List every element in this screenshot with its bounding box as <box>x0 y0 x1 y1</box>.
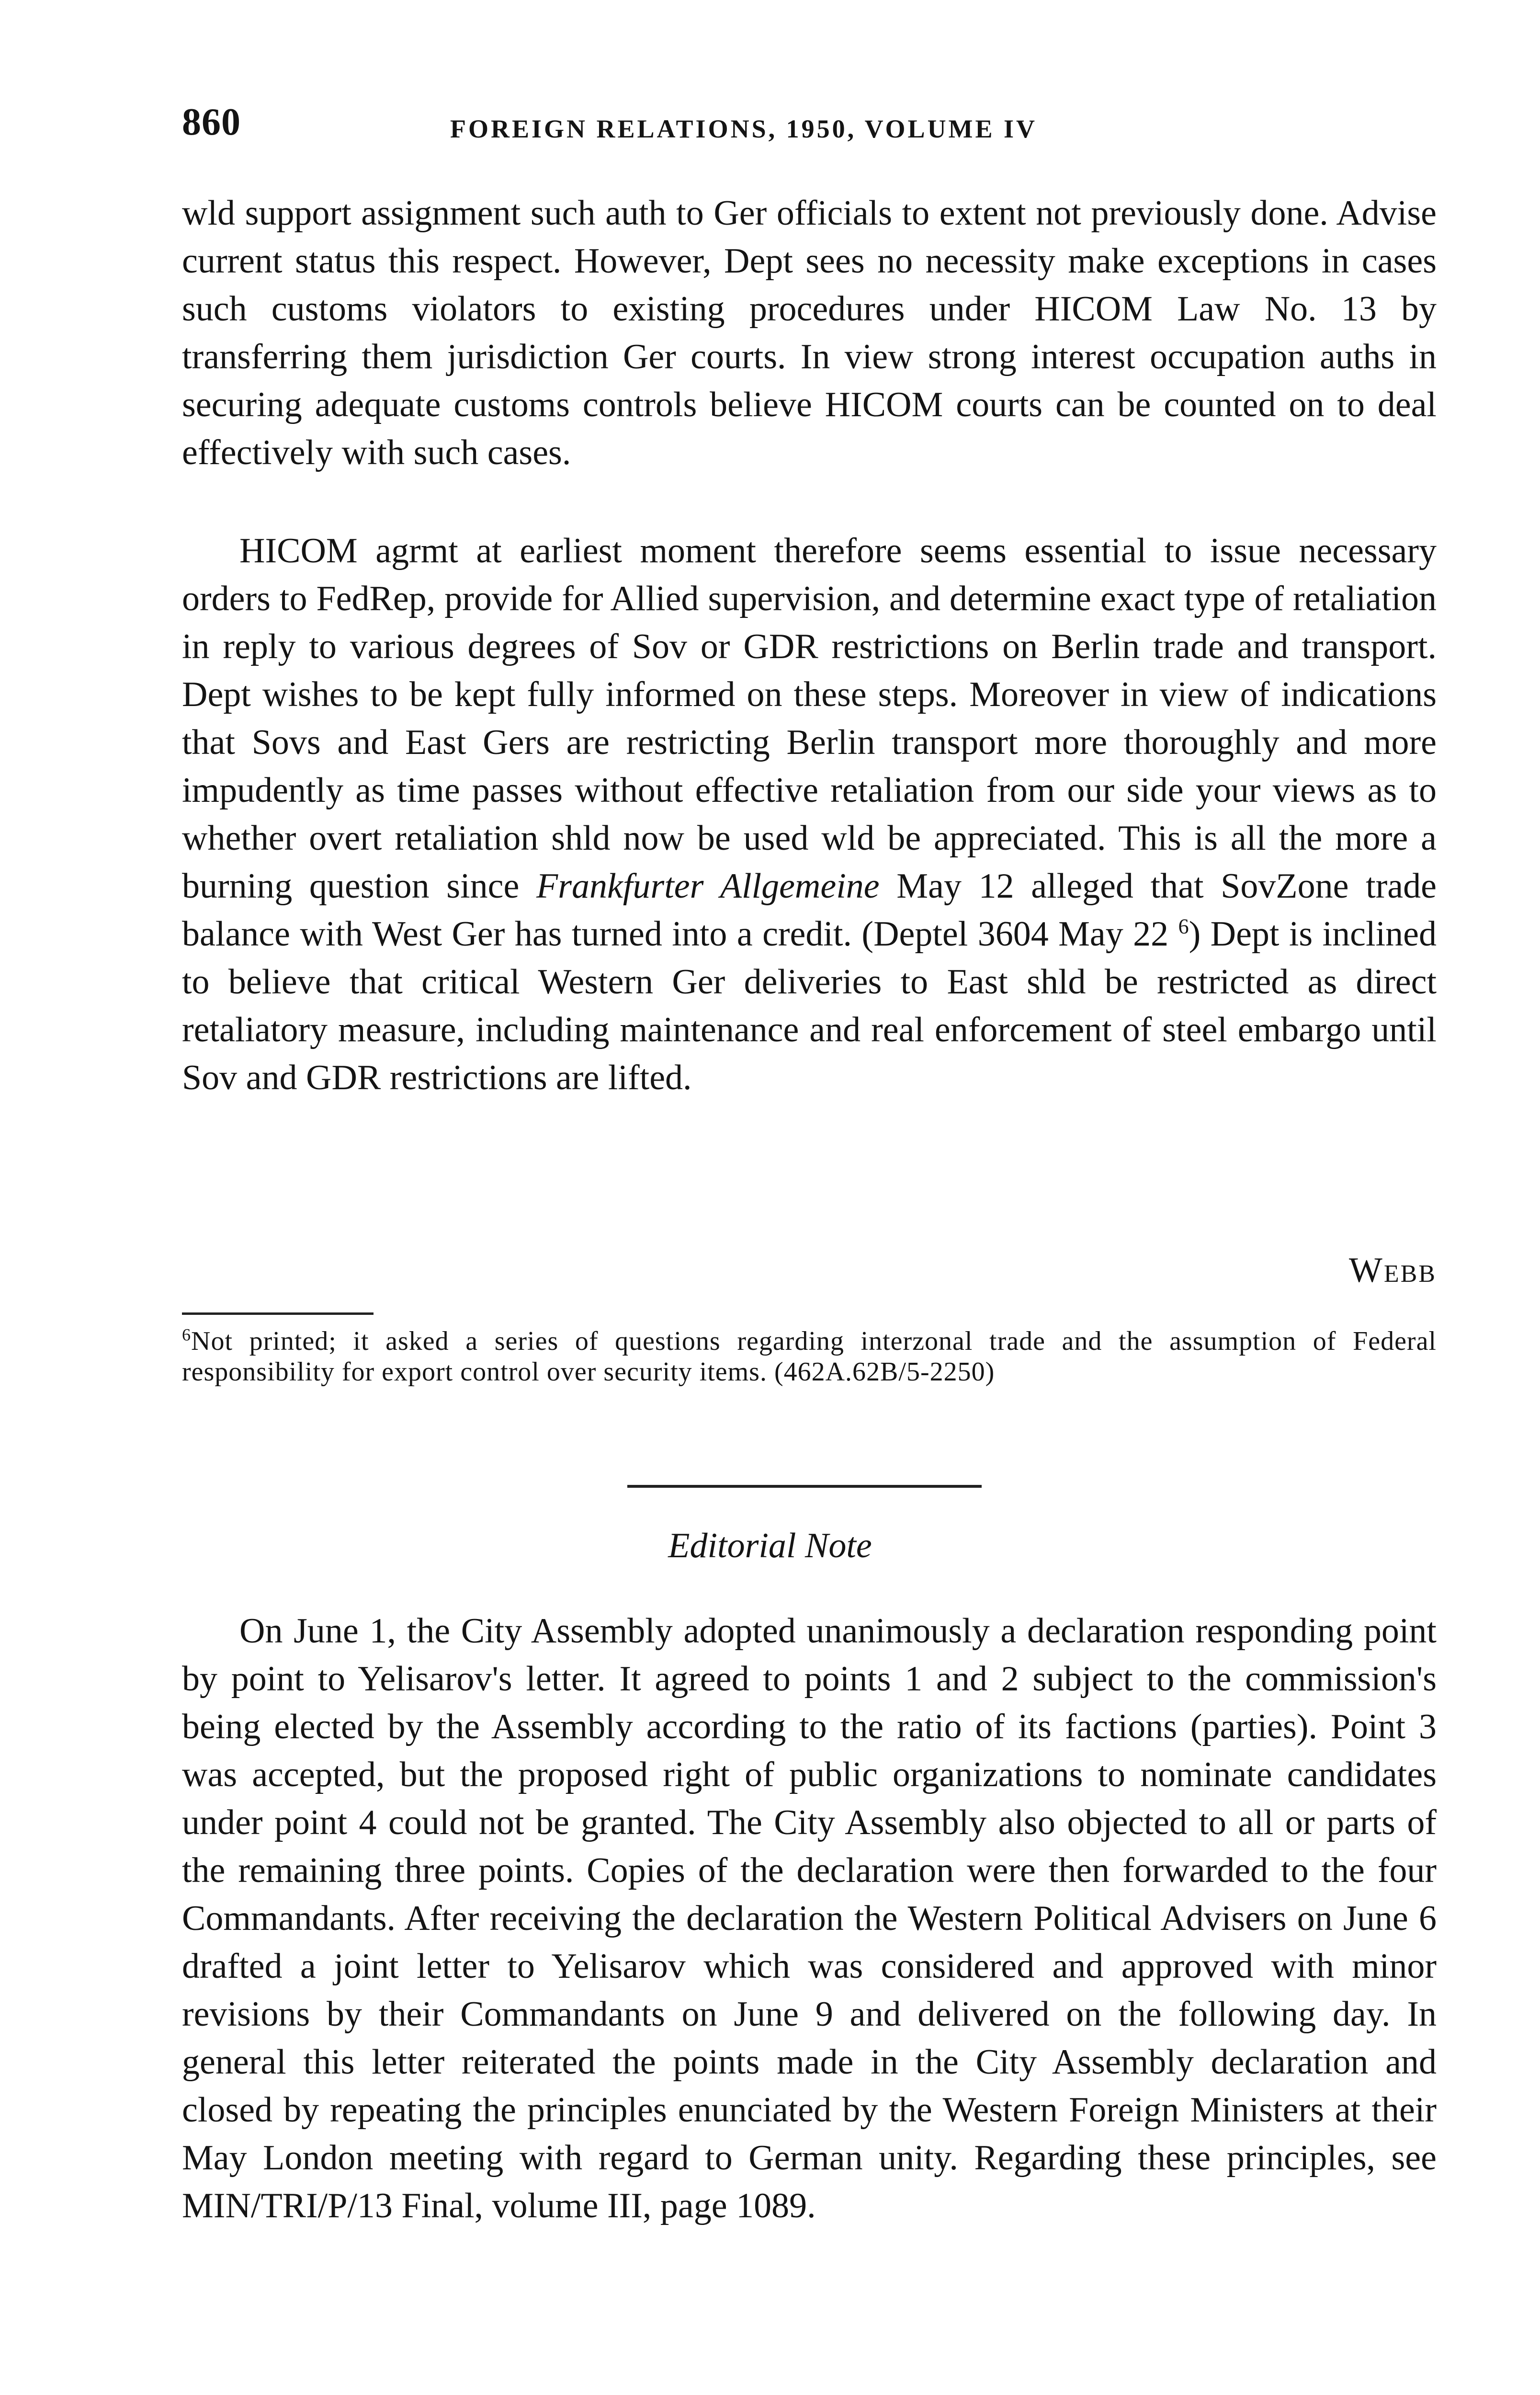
paragraph-2-text-b: May 12 alleged that SovZone trade balance with West Ger has turned into a credit. (Deptel 3604 May 22 <box>182 867 1437 954</box>
body-paragraph-2 <box>182 527 1437 1102</box>
body-paragraph-1: wld support assignment such auth to Ger officials to extent not previously done. Advise current status this respect. However, Dept sees no necessity make exceptions in cases such customs violators to existing procedures under HICOM Law No. 13 by transferring them jurisdiction Ger courts. In view strong interest occupation auths in securing adequate customs controls believe HICOM courts can be counted on to deal effectively with such cases. <box>182 194 1437 472</box>
page-number: 860 <box>182 101 241 143</box>
paragraph-2-text-a: HICOM agrmt at earliest moment therefore seems essential to issue necessary orders to FedRep, provide for Allied supervision, and determine exact type of retaliation in reply to various degrees of Sov or GDR restrictions on Berlin trade and transport. Dept wishes to be kept fully informed on these steps. Moreover in view of indications that Sovs and East Gers are restricting Berlin transport more thoroughly and more impudently as time passes without effective retaliation from our side your views as to whether overt retaliation shld now be used wld be appreciated. This is all the more a burning question since <box>182 531 1437 906</box>
newspaper-title: Frankfurter Allgemeine <box>536 867 880 906</box>
editorial-note-paragraph: On June 1, the City Assembly adopted unanimously a declaration responding point by point to Yelisarov's letter. It agreed to points 1 and 2 subject to the commission's being elected by the Assembly according to the ratio of its factions (parties). Point 3 was accepted, but the proposed right of public organizations to nominate candidates under point 4 could not be granted. The City Assembly also objected to all or parts of the remaining three points. Copies of the declaration were then forwarded to the four Commandants. After receiving the declaration the Western Political Advisers on June 6 drafted a joint letter to Yelisarov which was considered and approved with minor revisions by their Commandants on June 9 and delivered on the following day. In general this letter reiterated the points made in the City Assembly declaration and closed by repeating the principles enunciated by the Western Foreign Ministers at their May London meeting with regard to German unity. Regarding these principles, see MIN/TRI/P/13 Final, volume III, page 1089. <box>182 1611 1437 2225</box>
footnote-reference: 6 <box>1178 914 1189 938</box>
footnote-divider <box>182 1312 374 1315</box>
footnote <box>182 1326 1437 1387</box>
paragraph-2-text-c: ) Dept is inclined to believe that critical Western Ger deliveries to East shld be restricted as direct retaliatory measure, including maintenance and real enforcement of steel embargo until Sov and GDR restrictions are lifted. <box>182 914 1437 1097</box>
footnote-marker: 6 <box>182 1325 191 1345</box>
section-divider <box>627 1485 982 1488</box>
page-header <box>182 101 1437 153</box>
editorial-note-title: Editorial Note <box>668 1526 872 1565</box>
footnote-text: Not printed; it asked a series of questions regarding interzonal trade and the assumption of Federal responsibility for export control over security items. (462A.62B/5-2250) <box>182 1326 1437 1387</box>
signature: Webb <box>1349 1251 1437 1290</box>
running-head: FOREIGN RELATIONS, 1950, VOLUME IV <box>450 114 1038 143</box>
